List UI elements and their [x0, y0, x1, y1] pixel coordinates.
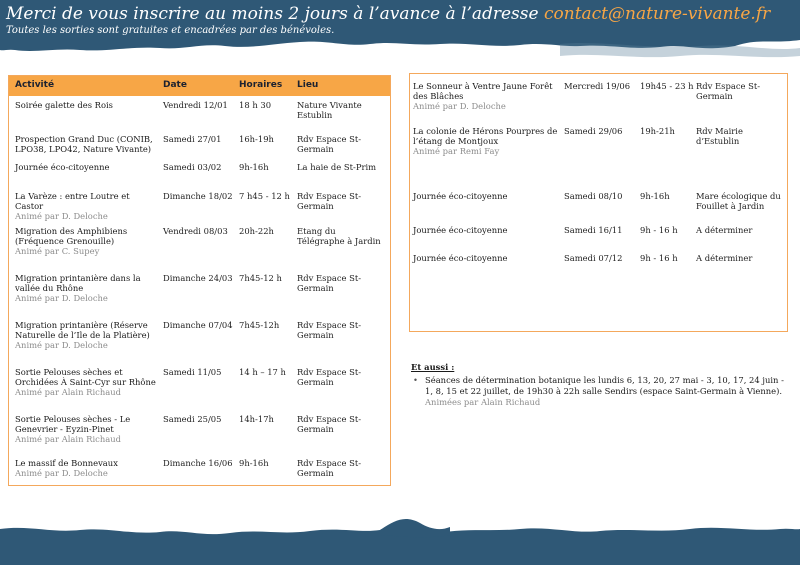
event-date: Samedi 03/02	[163, 162, 222, 172]
event-place: Mare écologique du Fouillet à Jardin	[696, 191, 781, 211]
event-hours: 9h-16h	[239, 162, 269, 172]
event-hours: 18 h 30	[239, 100, 272, 110]
event-hours: 9h-16h	[640, 191, 670, 201]
event-title: Migration printanière (Réserve Naturelle de l’Ile de la Platière)	[15, 320, 150, 340]
event-title: Journée éco-citoyenne	[413, 253, 508, 263]
event-hours: 19h45 - 23 h	[640, 81, 694, 91]
event-hours: 16h-19h	[239, 134, 274, 144]
event-place: Rdv Espace St-Germain	[297, 367, 362, 387]
event-hours: 7h45-12 h	[239, 273, 282, 283]
event-animator: Animé par D. Deloche	[15, 293, 108, 303]
event-title: Le massif de Bonnevaux	[15, 458, 118, 468]
header-date: Date	[163, 80, 187, 90]
contact-email-link[interactable]: contact@nature-vivante.fr	[543, 4, 771, 24]
event-hours: 7 h45 - 12 h	[239, 191, 290, 201]
event-hours: 9h-16h	[239, 458, 269, 468]
event-title: La Varèze : entre Loutre et Castor	[15, 191, 130, 211]
event-title: Soirée galette des Rois	[15, 100, 113, 110]
event-place: A déterminer	[696, 253, 753, 263]
list-item	[411, 375, 789, 408]
event-place: Nature Vivante Estublin	[297, 100, 362, 120]
header-title: Merci de vous inscrire au moins 2 jours à l’avance à l’adresse contact@nature-vivante.fr	[6, 4, 771, 24]
extras-section	[411, 362, 789, 408]
extras-title: Et aussi :	[411, 362, 455, 372]
event-place: Etang du Télégraphe à Jardin	[297, 226, 381, 246]
event-title: Migration des Amphibiens (Fréquence Grenouille)	[15, 226, 128, 246]
header-subtitle: Toutes les sorties sont gratuites et encadrées par des bénévoles.	[6, 25, 335, 36]
event-place: Rdv Espace St-Germain	[297, 273, 362, 293]
event-date: Dimanche 16/06	[163, 458, 233, 468]
event-date: Mercredi 19/06	[564, 81, 631, 91]
event-animator: Animé par D. Deloche	[413, 101, 506, 111]
event-title: Sortie Pelouses sèches - Le Genevrier - Eyzin-Pinet	[15, 414, 131, 434]
header-place: Lieu	[297, 80, 319, 90]
header-activity: Activité	[15, 80, 55, 90]
event-date: Samedi 11/05	[163, 367, 222, 377]
event-animator: Animé par D. Deloche	[15, 468, 108, 478]
event-hours: 9h - 16 h	[640, 225, 678, 235]
event-place: Rdv Mairie d’Estublin	[696, 126, 743, 146]
event-date: Vendredi 12/01	[163, 100, 228, 110]
extras-animator: Animées par Alain Richaud	[425, 397, 541, 407]
event-title: Prospection Grand Duc (CONIB, LPO38, LPO42, Nature Vivante)	[15, 134, 153, 154]
event-title: Journée éco-citoyenne	[413, 225, 508, 235]
event-hours: 7h45-12h	[239, 320, 280, 330]
event-animator: Animé par C. Supey	[15, 246, 100, 256]
event-animator: Animé par D. Deloche	[15, 211, 108, 221]
event-date: Samedi 07/12	[564, 253, 623, 263]
event-title: La colonie de Hérons Pourpres de l’étang de Montjoux	[413, 126, 558, 146]
event-title: Le Sonneur à Ventre Jaune Forêt des Blâches	[413, 81, 553, 101]
event-date: Samedi 08/10	[564, 191, 623, 201]
event-place: Rdv Espace St-Germain	[297, 458, 362, 478]
event-date: Dimanche 07/04	[163, 320, 233, 330]
event-title: Migration printanière dans la vallée du Rhône	[15, 273, 141, 293]
event-animator: Animé par D. Deloche	[15, 340, 108, 350]
event-date: Samedi 16/11	[564, 225, 623, 235]
event-date: Samedi 27/01	[163, 134, 222, 144]
bullet-icon: •	[413, 375, 418, 385]
event-hours: 20h-22h	[239, 226, 274, 236]
event-place: A déterminer	[696, 225, 753, 235]
event-date: Dimanche 24/03	[163, 273, 233, 283]
event-date: Samedi 25/05	[163, 414, 222, 424]
event-date: Samedi 29/06	[564, 126, 623, 136]
event-animator: Animé par Alain Richaud	[15, 434, 121, 444]
event-hours: 14h-17h	[239, 414, 274, 424]
event-hours: 14 h – 17 h	[239, 367, 286, 377]
events-table-left	[8, 75, 391, 486]
event-hours: 9h - 16 h	[640, 253, 678, 263]
event-title: Journée éco-citoyenne	[413, 191, 508, 201]
extras-text: Séances de détermination botanique les lundis 6, 13, 20, 27 mai - 3, 10, 17, 24 juin - 1, 8, 15 et 22 juillet, de 19h30 à 22h salle Sendirs (espace Saint-Germain à Vienne).	[425, 375, 784, 396]
event-animator: Animé par Remi Fay	[413, 146, 500, 156]
event-place: Rdv Espace St-Germain	[297, 134, 362, 154]
event-hours: 19h-21h	[640, 126, 675, 136]
event-date: Dimanche 18/02	[163, 191, 233, 201]
event-place: Rdv Espace St-Germain	[297, 191, 362, 211]
event-title: Journée éco-citoyenne	[15, 162, 110, 172]
event-place: Rdv Espace St-Germain	[297, 414, 362, 434]
table-header	[9, 76, 390, 96]
event-date: Vendredi 08/03	[163, 226, 228, 236]
event-place: Rdv Espace St-Germain	[696, 81, 761, 101]
header-hours: Horaires	[239, 80, 283, 90]
event-title: Sortie Pelouses sèches et Orchidées À Saint-Cyr sur Rhône	[15, 367, 156, 387]
event-place: La haie de St-Prim	[297, 162, 377, 172]
events-table-right	[409, 73, 788, 332]
event-animator: Animé par Alain Richaud	[15, 387, 121, 397]
footer-banner	[0, 505, 800, 565]
event-place: Rdv Espace St-Germain	[297, 320, 362, 340]
